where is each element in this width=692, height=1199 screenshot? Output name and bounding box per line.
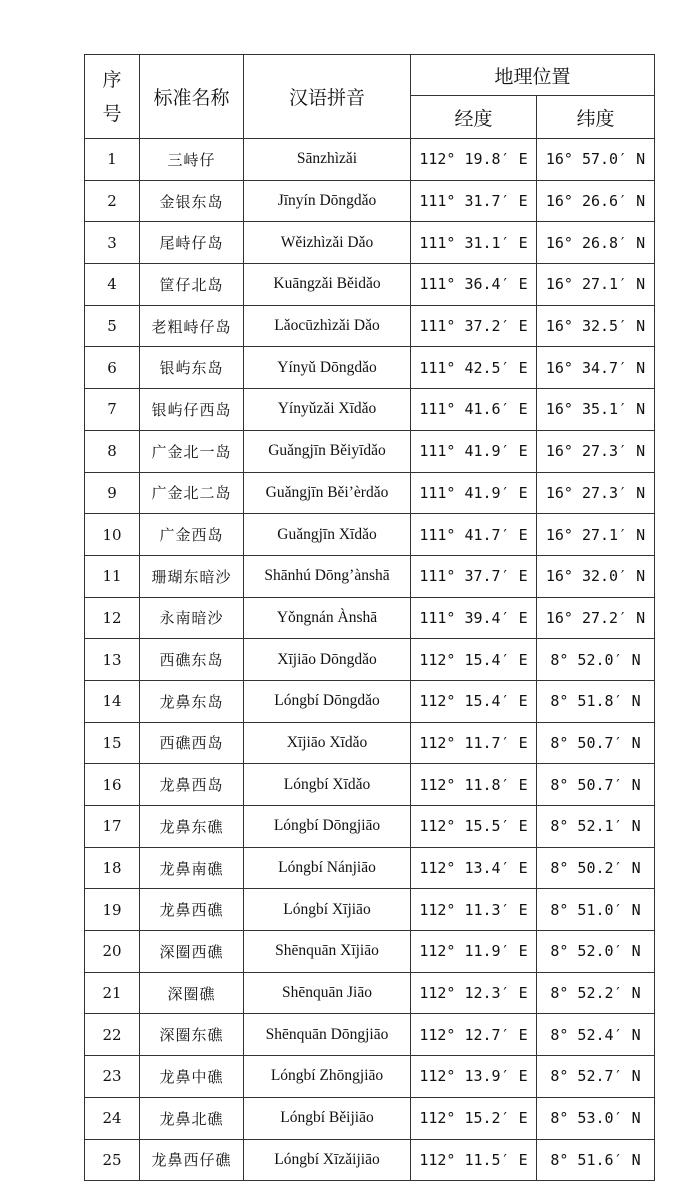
standard-name: 深圈礁 — [140, 972, 244, 1014]
standard-name: 金银东岛 — [140, 180, 244, 222]
latitude-value: 16° 27.2′ N — [537, 597, 655, 639]
table-row — [85, 347, 655, 389]
pinyin-name: Shēnquān Dōngjiāo — [244, 1014, 411, 1056]
row-number: 18 — [85, 847, 140, 889]
row-number: 6 — [85, 347, 140, 389]
standard-name: 广金北一岛 — [140, 430, 244, 472]
name-header: 标准名称 — [140, 55, 244, 139]
pinyin-name: Shēnquān Xījiāo — [244, 931, 411, 973]
latitude-value: 8° 52.2′ N — [537, 972, 655, 1014]
pinyin-name: Lóngbí Xīdǎo — [244, 764, 411, 806]
pinyin-name: Lóngbí Xījiāo — [244, 889, 411, 931]
row-number: 19 — [85, 889, 140, 931]
table-row — [85, 472, 655, 514]
pinyin-name: Lóngbí Běijiāo — [244, 1097, 411, 1139]
pinyin-name: Lóngbí Dōngjiāo — [244, 806, 411, 848]
table-row — [85, 264, 655, 306]
standard-name: 西礁西岛 — [140, 722, 244, 764]
latitude-value: 16° 35.1′ N — [537, 389, 655, 431]
longitude-value: 111° 42.5′ E — [411, 347, 537, 389]
standard-name: 龙鼻中礁 — [140, 1056, 244, 1098]
latitude-header: 纬度 — [537, 96, 655, 139]
table-row — [85, 972, 655, 1014]
longitude-value: 111° 31.1′ E — [411, 222, 537, 264]
standard-name: 筐仔北岛 — [140, 264, 244, 306]
latitude-value: 16° 26.8′ N — [537, 222, 655, 264]
pinyin-name: Yínyǔ Dōngdǎo — [244, 347, 411, 389]
row-number: 22 — [85, 1014, 140, 1056]
table-row — [85, 1014, 655, 1056]
standard-name: 广金西岛 — [140, 514, 244, 556]
pinyin-name: Guǎngjīn Xīdǎo — [244, 514, 411, 556]
row-number: 15 — [85, 722, 140, 764]
table-row — [85, 139, 655, 181]
pinyin-name: Wěizhìzǎi Dǎo — [244, 222, 411, 264]
table-row — [85, 889, 655, 931]
table-row — [85, 1097, 655, 1139]
longitude-value: 112° 11.7′ E — [411, 722, 537, 764]
latitude-value: 8° 52.0′ N — [537, 931, 655, 973]
latitude-value: 16° 27.1′ N — [537, 264, 655, 306]
latitude-value: 16° 27.3′ N — [537, 430, 655, 472]
standard-name: 西礁东岛 — [140, 639, 244, 681]
latitude-value: 8° 51.6′ N — [537, 1139, 655, 1181]
longitude-value: 112° 11.9′ E — [411, 931, 537, 973]
longitude-value: 112° 11.8′ E — [411, 764, 537, 806]
latitude-value: 16° 32.5′ N — [537, 305, 655, 347]
standard-name: 龙鼻西岛 — [140, 764, 244, 806]
standard-name: 银屿仔西岛 — [140, 389, 244, 431]
longitude-header: 经度 — [411, 96, 537, 139]
longitude-value: 111° 37.2′ E — [411, 305, 537, 347]
row-number: 13 — [85, 639, 140, 681]
pinyin-name: Yǒngnán Ànshā — [244, 597, 411, 639]
pinyin-name: Jīnyín Dōngdǎo — [244, 180, 411, 222]
longitude-value: 112° 11.3′ E — [411, 889, 537, 931]
longitude-value: 111° 37.7′ E — [411, 555, 537, 597]
row-number: 14 — [85, 680, 140, 722]
row-number: 25 — [85, 1139, 140, 1181]
pinyin-name: Guǎngjīn Běi’èrdǎo — [244, 472, 411, 514]
longitude-value: 112° 19.8′ E — [411, 139, 537, 181]
seq-header-top: 序 — [102, 68, 122, 91]
table-row — [85, 764, 655, 806]
latitude-value: 8° 50.2′ N — [537, 847, 655, 889]
standard-name: 龙鼻北礁 — [140, 1097, 244, 1139]
table-row — [85, 639, 655, 681]
latitude-value: 16° 34.7′ N — [537, 347, 655, 389]
row-number: 16 — [85, 764, 140, 806]
longitude-value: 111° 41.7′ E — [411, 514, 537, 556]
pinyin-name: Yínyǔzǎi Xīdǎo — [244, 389, 411, 431]
row-number: 3 — [85, 222, 140, 264]
pinyin-name: Guǎngjīn Běiyīdǎo — [244, 430, 411, 472]
pinyin-name: Xījiāo Dōngdǎo — [244, 639, 411, 681]
table-row — [85, 180, 655, 222]
pinyin-name: Lǎocūzhìzǎi Dǎo — [244, 305, 411, 347]
table-row — [85, 514, 655, 556]
pinyin-name: Lóngbí Dōngdǎo — [244, 680, 411, 722]
pinyin-name: Kuāngzǎi Běidǎo — [244, 264, 411, 306]
row-number: 10 — [85, 514, 140, 556]
longitude-value: 112° 11.5′ E — [411, 1139, 537, 1181]
latitude-value: 8° 52.1′ N — [537, 806, 655, 848]
table-row — [85, 931, 655, 973]
latitude-value: 8° 50.7′ N — [537, 764, 655, 806]
pinyin-name: Shānhú Dōng’ànshā — [244, 555, 411, 597]
table-row — [85, 430, 655, 472]
standard-name: 老粗峙仔岛 — [140, 305, 244, 347]
gazetteer-table — [84, 54, 655, 1181]
latitude-value: 16° 27.3′ N — [537, 472, 655, 514]
latitude-value: 16° 26.6′ N — [537, 180, 655, 222]
standard-name: 龙鼻东礁 — [140, 806, 244, 848]
longitude-value: 112° 12.7′ E — [411, 1014, 537, 1056]
standard-name: 龙鼻东岛 — [140, 680, 244, 722]
location-header: 地理位置 — [411, 55, 655, 96]
standard-name: 深圈东礁 — [140, 1014, 244, 1056]
standard-name: 深圈西礁 — [140, 931, 244, 973]
latitude-value: 8° 50.7′ N — [537, 722, 655, 764]
latitude-value: 8° 52.4′ N — [537, 1014, 655, 1056]
row-number: 9 — [85, 472, 140, 514]
row-number: 23 — [85, 1056, 140, 1098]
longitude-value: 112° 15.2′ E — [411, 1097, 537, 1139]
standard-name: 尾峙仔岛 — [140, 222, 244, 264]
pinyin-header: 汉语拼音 — [244, 55, 411, 139]
table-row — [85, 305, 655, 347]
standard-name: 三峙仔 — [140, 139, 244, 181]
standard-name: 广金北二岛 — [140, 472, 244, 514]
seq-header — [85, 55, 140, 139]
longitude-value: 112° 15.4′ E — [411, 639, 537, 681]
table-row — [85, 1056, 655, 1098]
table-row — [85, 806, 655, 848]
row-number: 20 — [85, 931, 140, 973]
pinyin-name: Lóngbí Zhōngjiāo — [244, 1056, 411, 1098]
latitude-value: 8° 51.0′ N — [537, 889, 655, 931]
row-number: 21 — [85, 972, 140, 1014]
longitude-value: 112° 12.3′ E — [411, 972, 537, 1014]
standard-name: 龙鼻西仔礁 — [140, 1139, 244, 1181]
seq-header-bottom: 号 — [102, 102, 122, 125]
pinyin-name: Xījiāo Xīdǎo — [244, 722, 411, 764]
pinyin-name: Sānzhìzǎi — [244, 139, 411, 181]
table-row — [85, 722, 655, 764]
table-row — [85, 222, 655, 264]
row-number: 24 — [85, 1097, 140, 1139]
row-number: 7 — [85, 389, 140, 431]
standard-name: 永南暗沙 — [140, 597, 244, 639]
row-number: 5 — [85, 305, 140, 347]
latitude-value: 16° 57.0′ N — [537, 139, 655, 181]
latitude-value: 8° 51.8′ N — [537, 680, 655, 722]
latitude-value: 8° 52.0′ N — [537, 639, 655, 681]
row-number: 11 — [85, 555, 140, 597]
pinyin-name: Lóngbí Xīzǎijiāo — [244, 1139, 411, 1181]
row-number: 4 — [85, 264, 140, 306]
pinyin-name: Shēnquān Jiāo — [244, 972, 411, 1014]
longitude-value: 112° 13.9′ E — [411, 1056, 537, 1098]
latitude-value: 16° 32.0′ N — [537, 555, 655, 597]
row-number: 2 — [85, 180, 140, 222]
table-row — [85, 389, 655, 431]
latitude-value: 8° 53.0′ N — [537, 1097, 655, 1139]
longitude-value: 111° 31.7′ E — [411, 180, 537, 222]
row-number: 12 — [85, 597, 140, 639]
table-row — [85, 597, 655, 639]
row-number: 17 — [85, 806, 140, 848]
longitude-value: 112° 15.4′ E — [411, 680, 537, 722]
longitude-value: 112° 15.5′ E — [411, 806, 537, 848]
table-row — [85, 555, 655, 597]
table-row — [85, 680, 655, 722]
table-body — [85, 139, 655, 1181]
latitude-value: 8° 52.7′ N — [537, 1056, 655, 1098]
longitude-value: 111° 36.4′ E — [411, 264, 537, 306]
pinyin-name: Lóngbí Nánjiāo — [244, 847, 411, 889]
longitude-value: 111° 41.9′ E — [411, 430, 537, 472]
table-row — [85, 847, 655, 889]
row-number: 8 — [85, 430, 140, 472]
longitude-value: 112° 13.4′ E — [411, 847, 537, 889]
row-number: 1 — [85, 139, 140, 181]
table-row — [85, 1139, 655, 1181]
standard-name: 银屿东岛 — [140, 347, 244, 389]
latitude-value: 16° 27.1′ N — [537, 514, 655, 556]
header-row-top — [85, 55, 655, 96]
standard-name: 龙鼻西礁 — [140, 889, 244, 931]
longitude-value: 111° 41.9′ E — [411, 472, 537, 514]
table-header — [85, 55, 655, 139]
standard-name: 龙鼻南礁 — [140, 847, 244, 889]
longitude-value: 111° 39.4′ E — [411, 597, 537, 639]
standard-name: 珊瑚东暗沙 — [140, 555, 244, 597]
longitude-value: 111° 41.6′ E — [411, 389, 537, 431]
